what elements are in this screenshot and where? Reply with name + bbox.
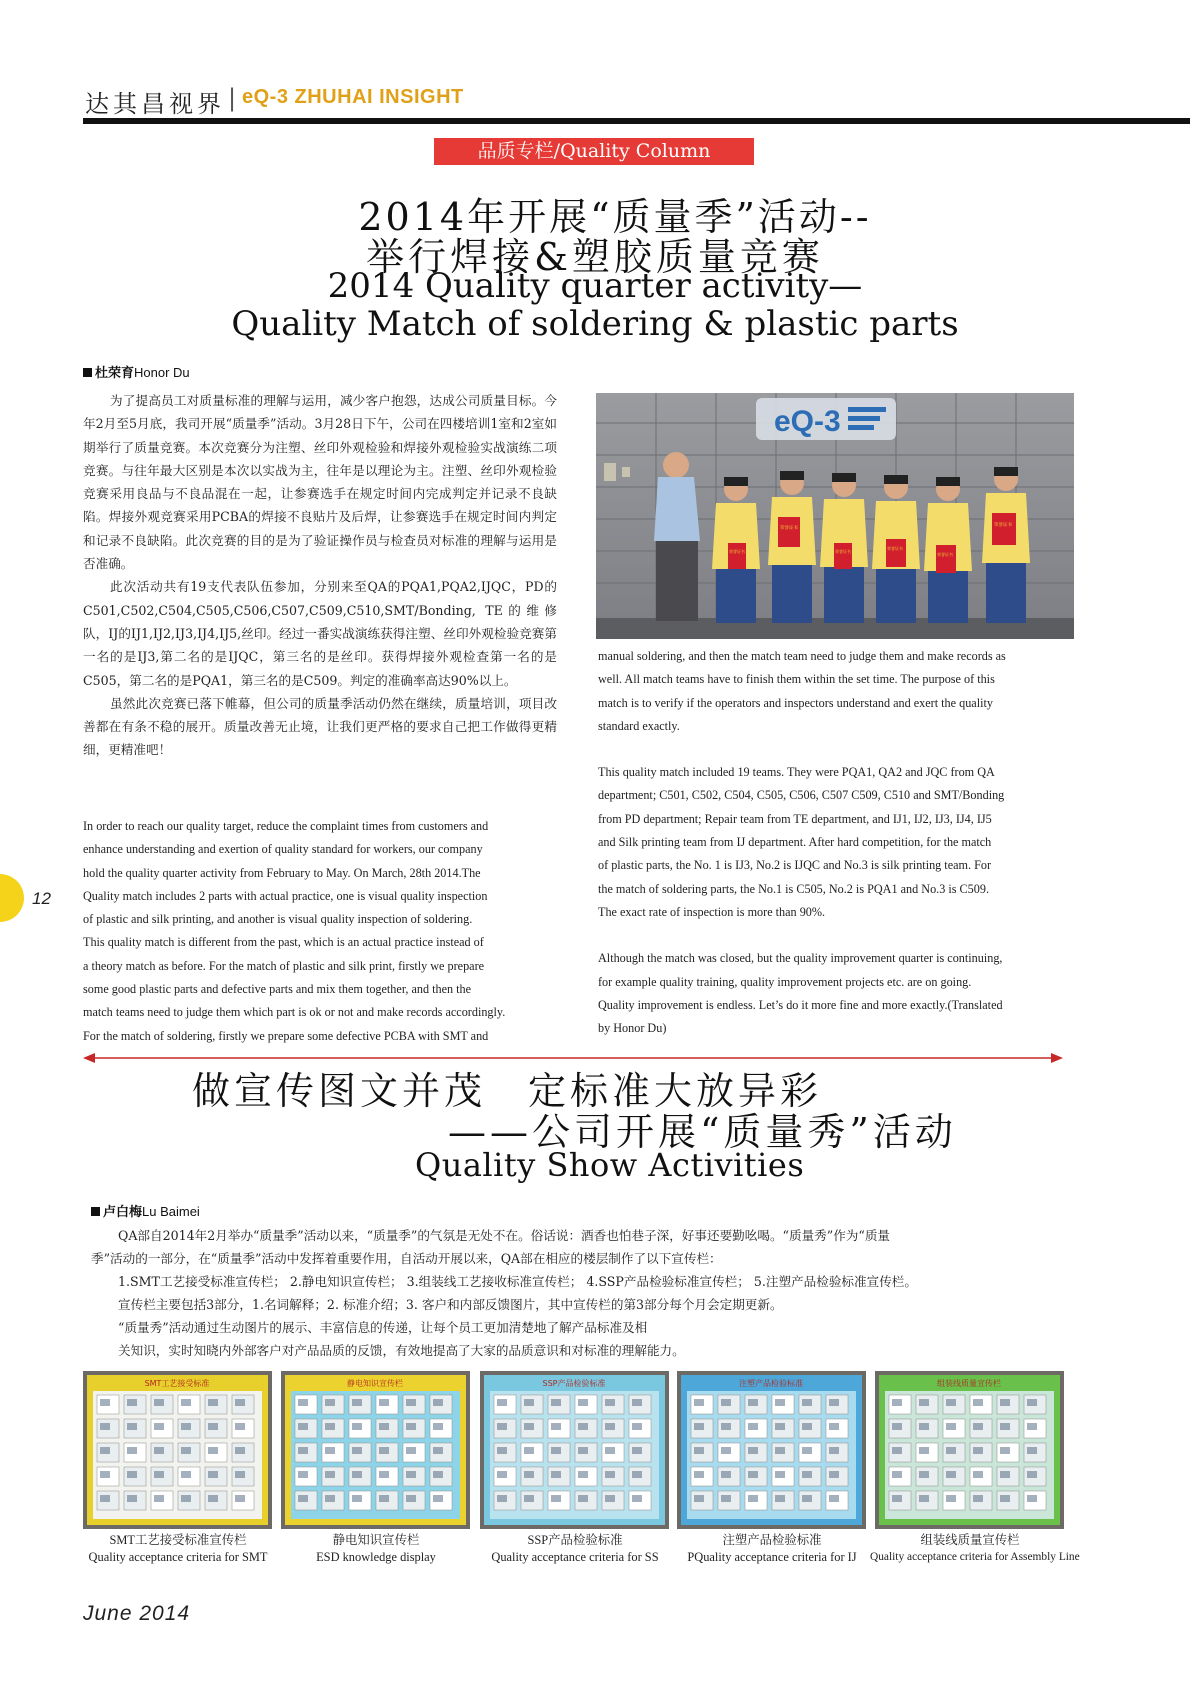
page-marker <box>0 874 24 922</box>
article1-en-left <box>83 815 573 1048</box>
bulletin-board-photo <box>677 1371 866 1529</box>
article1-author-en: Honor Du <box>134 365 190 380</box>
board-heading: SMT工艺接受标准 <box>144 1379 210 1388</box>
en-line: Quality match includes 2 parts with actual practice, one is visual quality inspection <box>83 888 488 903</box>
article2-line: 宣传栏主要包括3部分，1.名词解释；2. 标准介绍；3. 客户和内部反馈图片，其中宣传栏的第3部分每个月会定期更新。 <box>118 1297 783 1312</box>
en-line: match is to verify if the operators and inspectors understand and exert the quality <box>598 695 993 710</box>
article2-body <box>91 1224 1091 1362</box>
en-line: of plastic and silk printing, and another is visual quality inspection of soldering. <box>83 912 473 927</box>
bulletin-board-caption <box>276 1532 476 1566</box>
article1-title-cn-line1: 2014年开展“质量季”活动-- <box>358 195 872 239</box>
en-line: a theory match as before. For the match of plastic and silk print, firstly we prepare <box>83 958 485 973</box>
article2-author <box>91 1201 200 1220</box>
article1-title-en-line1: 2014 Quality quarter activity— <box>327 266 863 306</box>
article2-author-cn: 卢白梅 <box>103 1204 143 1219</box>
article1-cn-paragraph: 虽然此次竞赛已落下帷幕，但公司的质量季活动仍然在继续，质量培训，项目改善都在有条不稳的展开。质量改善无止境，让我们更严格的要求自己把工作做得更精细，更精准吧！ <box>83 695 557 758</box>
certificate-label: 荣誉证书 <box>729 549 745 554</box>
en-line: For the match of soldering, firstly we prepare some defective PCBA with SMT and <box>83 1028 489 1043</box>
magazine-name-cn: 达其昌视界 <box>85 90 225 118</box>
article2-line: 1.SMT工艺接受标准宣传栏； 2.静电知识宣传栏； 3.组装线工艺接收标准宣传栏； 4.SSP产品检验标准宣传栏； 5.注塑产品检验标准宣传栏。 <box>118 1274 917 1289</box>
caption-cn: 静电知识宣传栏 <box>332 1533 420 1547</box>
photo-sign-text: eQ-3 <box>774 405 841 438</box>
author-bullet-icon <box>91 1207 100 1216</box>
article2-title-cn-line1: 做宣传图文并茂 定标准大放异彩 <box>192 1069 823 1113</box>
issue-date: June 2014 <box>83 1602 191 1625</box>
article2-line: QA部自2014年2月举办“质量季”活动以来，“质量季”的气氛是无处不在。俗话说：酒香也怕巷子深，好事还要勤吆喝。“质量秀”作为“质量 <box>118 1228 891 1243</box>
caption-cn: SSP产品检验标准 <box>527 1533 623 1547</box>
bulletin-board-caption <box>870 1532 1080 1566</box>
en-line: manual soldering, and then the match team need to judge them and make records as <box>598 649 1006 663</box>
page-number: 12 <box>32 889 51 908</box>
en-line: match teams need to judge them which part is ok or not and make records accordingly. <box>83 1005 506 1020</box>
bulletin-board-caption <box>475 1532 675 1566</box>
header-rule <box>83 118 1190 124</box>
article1-en-right <box>598 645 1098 1040</box>
en-line: hold the quality quarter activity from February to May. On March, 28th 2014.The <box>83 865 481 880</box>
certificate-label: 荣誉证书 <box>780 526 798 531</box>
bulletin-board-photo <box>480 1371 669 1529</box>
en-line: and Silk printing team from IJ department. After hard competition, for the match <box>598 835 992 850</box>
article1-cn-paragraph: 为了提高员工对质量标准的理解与运用，减少客户抱怨，达成公司质量目标。今年2月至5月底，我司开展“质量季”活动。3月28日下午，公司在四楼培训1室和2室如期举行了质量竞赛。本次竞赛分为注塑、丝印外观检验和焊接外观检验实战演练二项竞赛。与往年最大区别是本次以实战为主，往年是以理论为主。注塑、丝印外观检验竞赛采用良品与不良品混在一起，让参赛选手在规定时间内完成判定并记录不良缺陷。焊接外观竞赛采用PCBA的焊接不良贴片及后焊，让参赛选手在规定时间内判定和记录不良缺陷。此次竞赛的目的是为了验证操作员与检查员对标准的理解与运用是否准确。 <box>83 393 557 572</box>
en-line: Although the match was closed, but the quality improvement quarter is continuing, <box>598 951 1003 966</box>
article2-line: 关知识，实时知晓内外部客户对产品品质的反馈，有效地提高了大家的品质意识和对标准的理解能力。 <box>118 1343 685 1358</box>
header-separator: | <box>228 84 237 112</box>
en-line: This quality match is different from the past, which is an actual practice instead of <box>83 935 484 950</box>
article2-title-en: Quality Show Activities <box>415 1146 805 1184</box>
en-line: of plastic parts, the No. 1 is IJ3, No.2 is IJQC and No.3 is silk printing team. For <box>598 858 992 873</box>
certificate-label: 荣誉证书 <box>937 552 953 557</box>
article2-line: 季”活动的一部分，在“质量季”活动中发挥着重要作用，自活动开展以来，QA部在相应的楼层制作了以下宣传栏： <box>91 1251 722 1266</box>
caption-cn: SMT工艺接受标准宣传栏 <box>109 1533 247 1547</box>
en-line: well. All match teams have to finish them within the set time. The purpose of this <box>598 672 995 687</box>
board-heading: 组装线质量宣传栏 <box>937 1379 1001 1388</box>
article1-author <box>83 362 190 381</box>
caption-cn: 组装线质量宣传栏 <box>920 1533 1020 1547</box>
bulletin-board-photo <box>83 1371 272 1529</box>
caption-cn: 注塑产品检验标准 <box>722 1533 822 1547</box>
en-line: some good plastic parts and defective parts and mix them together, and then the <box>83 982 472 997</box>
bulletin-board-caption <box>672 1532 872 1566</box>
certificate-label: 荣誉证书 <box>835 549 851 554</box>
caption-en: ESD knowledge display <box>316 1550 436 1564</box>
bulletin-board-caption <box>78 1532 278 1566</box>
article2-line: “质量秀”活动通过生动图片的展示、丰富信息的传递，让每个员工更加清楚地了解产品标准及相 <box>118 1320 648 1335</box>
magazine-name-en: eQ-3 ZHUHAI INSIGHT <box>242 86 464 108</box>
certificate-label: 荣誉证书 <box>887 546 903 551</box>
board-heading: SSP产品检验标准 <box>542 1379 606 1388</box>
column-tag: 品质专栏/Quality Column <box>434 138 754 165</box>
en-line: department; C501, C502, C504, C505, C506, C507 C509, C510 and SMT/Bonding <box>598 788 1005 803</box>
article1-title-en-line2: Quality Match of soldering & plastic parts <box>231 304 959 344</box>
en-line: from PD department; Repair team from TE department, and IJ1, IJ2, IJ3, IJ4, IJ5 <box>598 811 992 826</box>
article1-author-cn: 杜荣育 <box>95 365 135 380</box>
en-line: enhance understanding and exertion of quality standard for workers, our company <box>83 842 483 857</box>
award-group-photo <box>596 393 1074 639</box>
article1-cn-body <box>83 389 557 762</box>
caption-en: Quality acceptance criteria for Assembly Line <box>870 1551 1080 1563</box>
bulletin-board-photo <box>875 1371 1064 1529</box>
article2-title-cn-line2: ——公司开展“质量秀”活动 <box>448 1110 957 1154</box>
en-line: Quality improvement is endless. Let’s do it more fine and more exactly.(Translated <box>598 997 1003 1012</box>
en-line: for example quality training, quality improvement projects etc. are on going. <box>598 974 972 989</box>
en-line: This quality match included 19 teams. They were PQA1, QA2 and JQC from QA <box>598 765 995 780</box>
author-bullet-icon <box>83 368 92 377</box>
certificate-label: 荣誉证书 <box>994 523 1012 528</box>
caption-en: Quality acceptance criteria for SS <box>491 1550 659 1564</box>
board-heading: 注塑产品检验标准 <box>739 1379 803 1388</box>
caption-en: PQuality acceptance criteria for IJ <box>687 1550 857 1564</box>
board-heading: 静电知识宣传栏 <box>347 1379 403 1388</box>
article2-author-en: Lu Baimei <box>142 1204 200 1219</box>
caption-en: Quality acceptance criteria for SMT <box>88 1550 268 1564</box>
en-line: In order to reach our quality target, reduce the complaint times from customers and <box>83 819 489 833</box>
bulletin-board-photo <box>281 1371 470 1529</box>
en-line: standard exactly. <box>598 718 680 733</box>
article1-cn-paragraph: 此次活动共有19支代表队伍参加，分别来至QA的PQA1,PQA2,IJQC，PD的C501,C502,C504,C505,C506,C507,C509,C510,SMT/Bonding, TE的维修队，IJ的IJ1,IJ2,IJ3,IJ4,IJ5,丝印。经过一番实战演练获得注塑、丝印外观检验竞赛第一名的是IJ3,第二名的是IJQC，第三名的是丝印。获得焊接外观检查第一名的是C505，第二名的是PQA1，第三名的是C509。判定的准确率高达90%以上。 <box>83 579 557 688</box>
en-line: by Honor Du) <box>598 1021 667 1036</box>
en-line: the match of soldering parts, the No.1 is C505, No.2 is PQA1 and No.3 is C509. <box>598 881 989 896</box>
article1-title-cn-line2: 举行焊接&塑胶质量竞赛 <box>366 235 824 279</box>
en-line: The exact rate of inspection is more than 90%. <box>598 904 826 919</box>
